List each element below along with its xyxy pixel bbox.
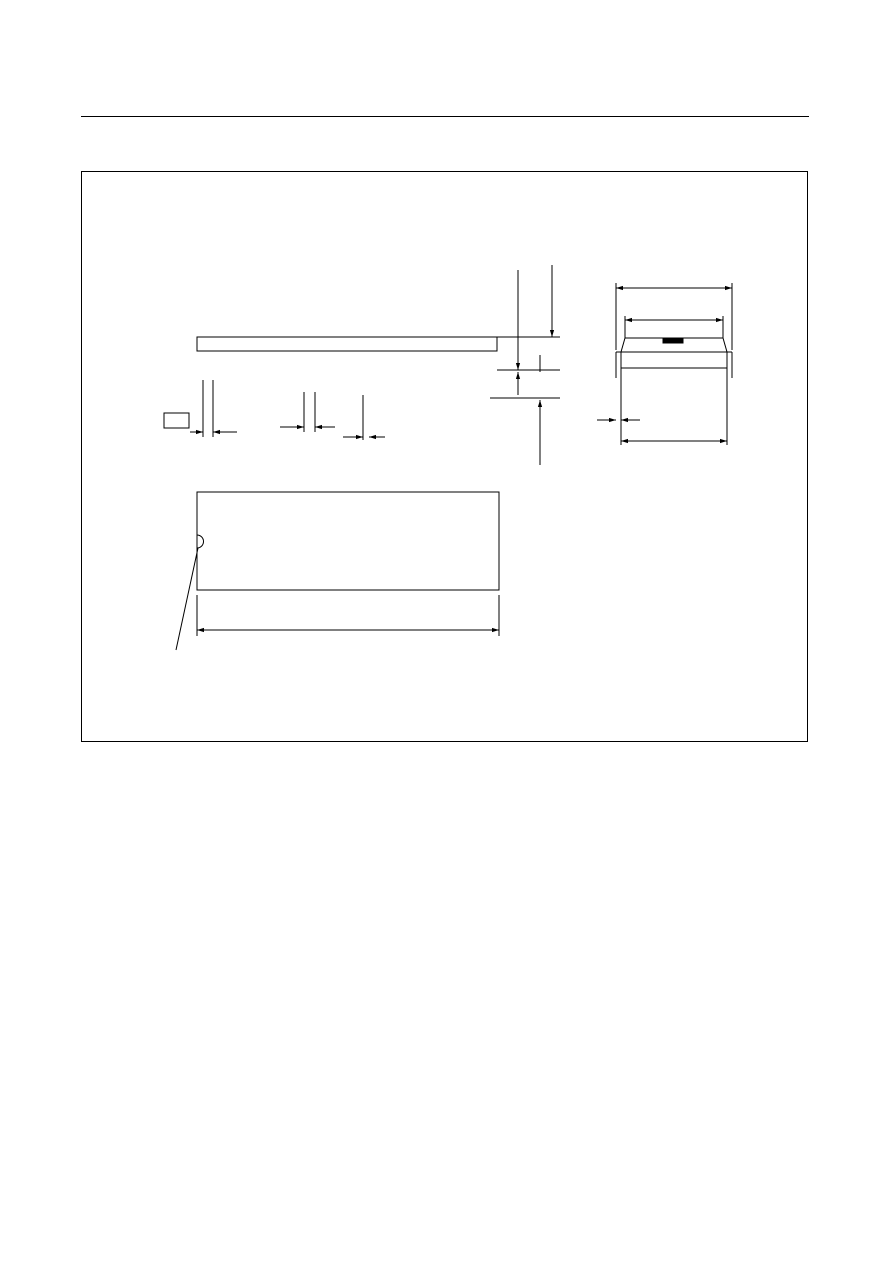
pitch-box	[164, 413, 189, 428]
end-view	[597, 283, 732, 445]
side-view	[190, 265, 560, 465]
top-view	[176, 492, 499, 650]
